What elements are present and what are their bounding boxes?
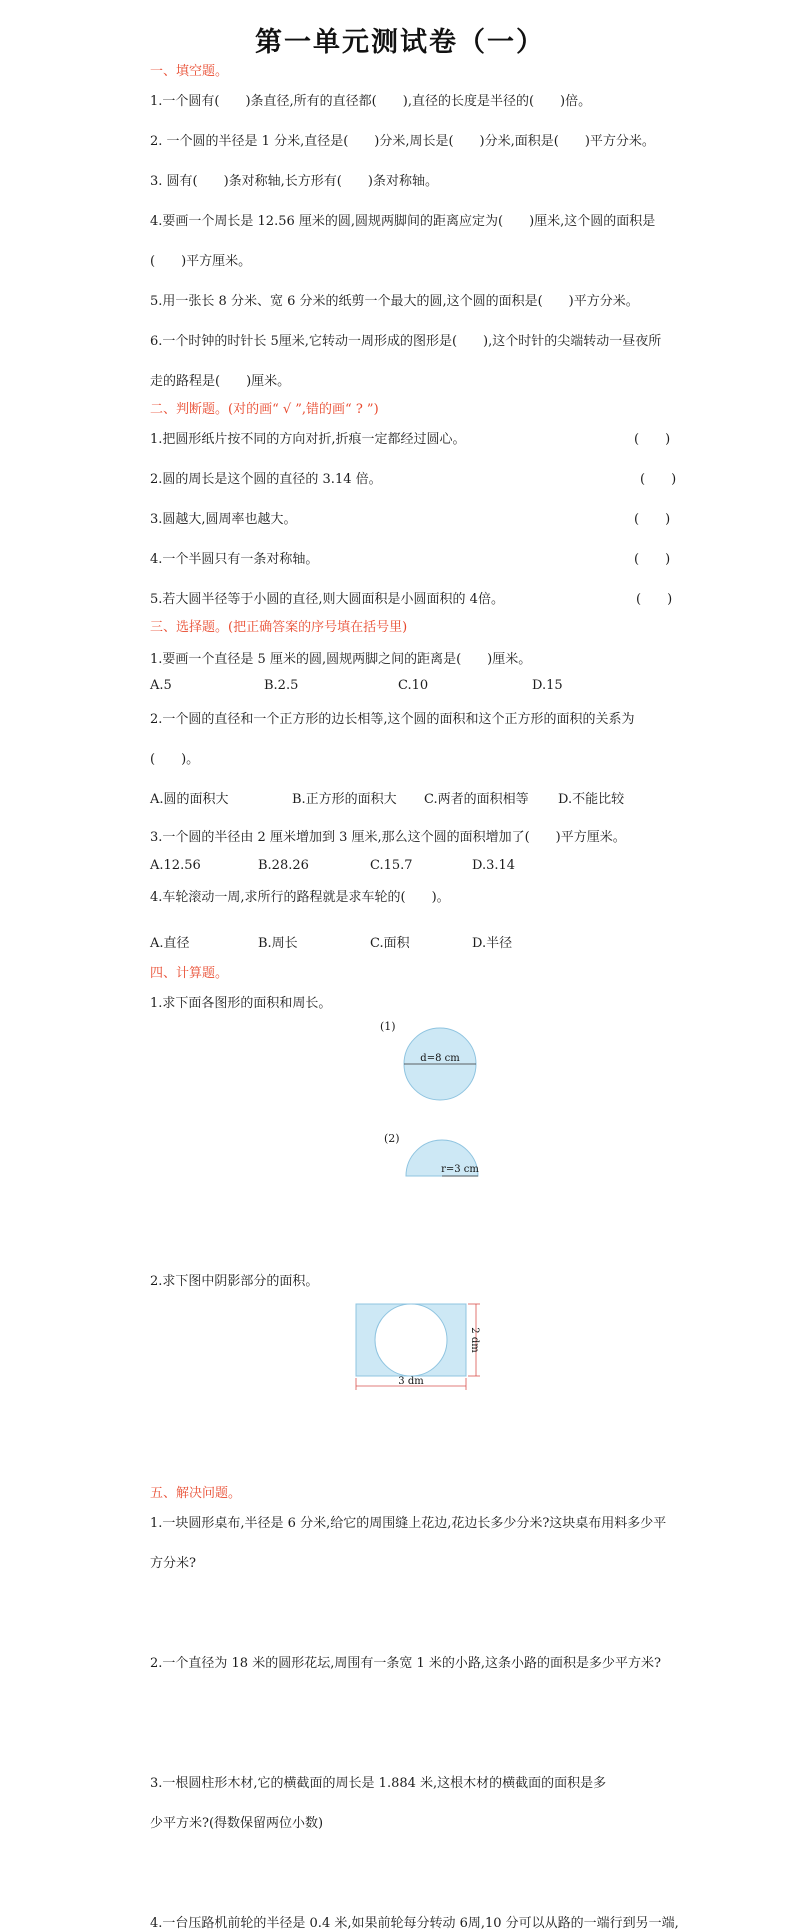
s3-q1-option-d: D.15 bbox=[532, 678, 563, 693]
s5-question-3-line-1: 3.一根圆柱形木材,它的横截面的周长是 1.884 米,这根木材的横截面的面积是多 bbox=[150, 1776, 607, 1791]
s3-q2-option-d: D.不能比较 bbox=[558, 792, 625, 807]
s1-question-6-line-2: 走的路程是( )厘米。 bbox=[150, 374, 291, 389]
figure-2-radius-label: r=3 cm bbox=[441, 1164, 479, 1175]
s1-question-3: 3. 圆有( )条对称轴,长方形有( )条对称轴。 bbox=[150, 174, 438, 189]
s3-q4-option-b: B.周长 bbox=[258, 936, 298, 951]
s3-question-4: 4.车轮滚动一周,求所行的路程就是求车轮的( )。 bbox=[150, 890, 450, 905]
s2-answer-paren-4: ( ) bbox=[634, 552, 671, 567]
s4-question-2: 2.求下图中阴影部分的面积。 bbox=[150, 1274, 319, 1289]
figure-3-height-label: 2 dm bbox=[469, 1327, 480, 1353]
s2-item-1: 1.把圆形纸片按不同的方向对折,折痕一定都经过圆心。 bbox=[150, 432, 466, 447]
figure-2-label: (2) bbox=[384, 1132, 400, 1145]
s3-q4-option-d: D.半径 bbox=[472, 936, 513, 951]
s4-question-1: 1.求下面各图形的面积和周长。 bbox=[150, 996, 332, 1011]
figure-1-label: (1) bbox=[380, 1020, 396, 1033]
s3-q3-option-b: B.28.26 bbox=[258, 858, 309, 873]
s3-q2-option-a: A.圆的面积大 bbox=[150, 792, 229, 807]
s3-question-2-line-2: ( )。 bbox=[150, 752, 200, 767]
s3-q2-option-b: B.正方形的面积大 bbox=[292, 792, 397, 807]
figure-2-semicircle bbox=[400, 1132, 484, 1182]
s3-q1-option-a: A.5 bbox=[150, 678, 172, 693]
s5-question-3-line-2: 少平方米?(得数保留两位小数) bbox=[150, 1816, 324, 1831]
s2-answer-paren-5: ( ) bbox=[636, 592, 673, 607]
s1-question-2: 2. 一个圆的半径是 1 分米,直径是( )分米,周长是( )分米,面积是( )平方分米。 bbox=[150, 134, 655, 149]
s3-question-1: 1.要画一个直径是 5 厘米的圆,圆规两脚之间的距离是( )厘米。 bbox=[150, 652, 532, 667]
s1-question-5: 5.用一张长 8 分米、宽 6 分米的纸剪一个最大的圆,这个圆的面积是( )平方分米。 bbox=[150, 294, 639, 309]
section-4-heading: 四、计算题。 bbox=[150, 966, 229, 981]
section-5-heading: 五、解决问题。 bbox=[150, 1486, 242, 1501]
s5-question-2: 2.一个直径为 18 米的圆形花坛,周围有一条宽 1 米的小路,这条小路的面积是多少平方米? bbox=[150, 1656, 661, 1671]
s3-question-2-line-1: 2.一个圆的直径和一个正方形的边长相等,这个圆的面积和这个正方形的面积的关系为 bbox=[150, 712, 635, 727]
section-1-heading: 一、填空题。 bbox=[150, 64, 229, 79]
s5-question-4: 4.一台压路机前轮的半径是 0.4 米,如果前轮每分转动 6周,10 分可以从路的一端行到另一端, bbox=[150, 1916, 679, 1931]
s2-item-4: 4.一个半圆只有一条对称轴。 bbox=[150, 552, 319, 567]
s2-answer-paren-3: ( ) bbox=[634, 512, 671, 527]
page-title: 第一单元测试卷（一） bbox=[255, 27, 545, 58]
s3-q3-option-a: A.12.56 bbox=[150, 858, 201, 873]
s5-question-1-line-1: 1.一块圆形桌布,半径是 6 分米,给它的周围缝上花边,花边长多少分米?这块桌布用料多少平 bbox=[150, 1516, 667, 1531]
s3-q1-option-b: B.2.5 bbox=[264, 678, 299, 693]
s3-question-3: 3.一个圆的半径由 2 厘米增加到 3 厘米,那么这个圆的面积增加了( )平方厘米。 bbox=[150, 830, 626, 845]
section-3-heading: 三、选择题。(把正确答案的序号填在括号里) bbox=[150, 620, 408, 635]
s1-question-1: 1.一个圆有( )条直径,所有的直径都( ),直径的长度是半径的( )倍。 bbox=[150, 94, 592, 109]
figure-3-width-label: 3 dm bbox=[398, 1376, 424, 1387]
s3-q4-option-a: A.直径 bbox=[150, 936, 190, 951]
s1-question-4-line-2: ( )平方厘米。 bbox=[150, 254, 252, 269]
s2-item-3: 3.圆越大,圆周率也越大。 bbox=[150, 512, 297, 527]
figure-1-circle bbox=[400, 1024, 480, 1104]
s5-question-1-line-2: 方分米? bbox=[150, 1556, 196, 1571]
s1-question-4-line-1: 4.要画一个周长是 12.56 厘米的圆,圆规两脚间的距离应定为( )厘米,这个圆的面积是 bbox=[150, 214, 656, 229]
section-2-heading: 二、判断题。(对的画“ √ ”,错的画“ ? ”) bbox=[150, 402, 379, 417]
figure-3-shaded-rectangle bbox=[350, 1298, 486, 1398]
s3-q1-option-c: C.10 bbox=[398, 678, 429, 693]
s3-q3-option-d: D.3.14 bbox=[472, 858, 516, 873]
s2-answer-paren-2: ( ) bbox=[640, 472, 677, 487]
figure-1-diameter-label: d=8 cm bbox=[420, 1053, 460, 1064]
s3-q3-option-c: C.15.7 bbox=[370, 858, 413, 873]
s2-answer-paren-1: ( ) bbox=[634, 432, 671, 447]
s3-q4-option-c: C.面积 bbox=[370, 936, 410, 951]
s3-q2-option-c: C.两者的面积相等 bbox=[424, 792, 529, 807]
s2-item-2: 2.圆的周长是这个圆的直径的 3.14 倍。 bbox=[150, 472, 382, 487]
s2-item-5: 5.若大圆半径等于小圆的直径,则大圆面积是小圆面积的 4倍。 bbox=[150, 592, 504, 607]
s1-question-6-line-1: 6.一个时钟的时针长 5厘米,它转动一周形成的图形是( ),这个时针的尖端转动一昼夜所 bbox=[150, 334, 662, 349]
